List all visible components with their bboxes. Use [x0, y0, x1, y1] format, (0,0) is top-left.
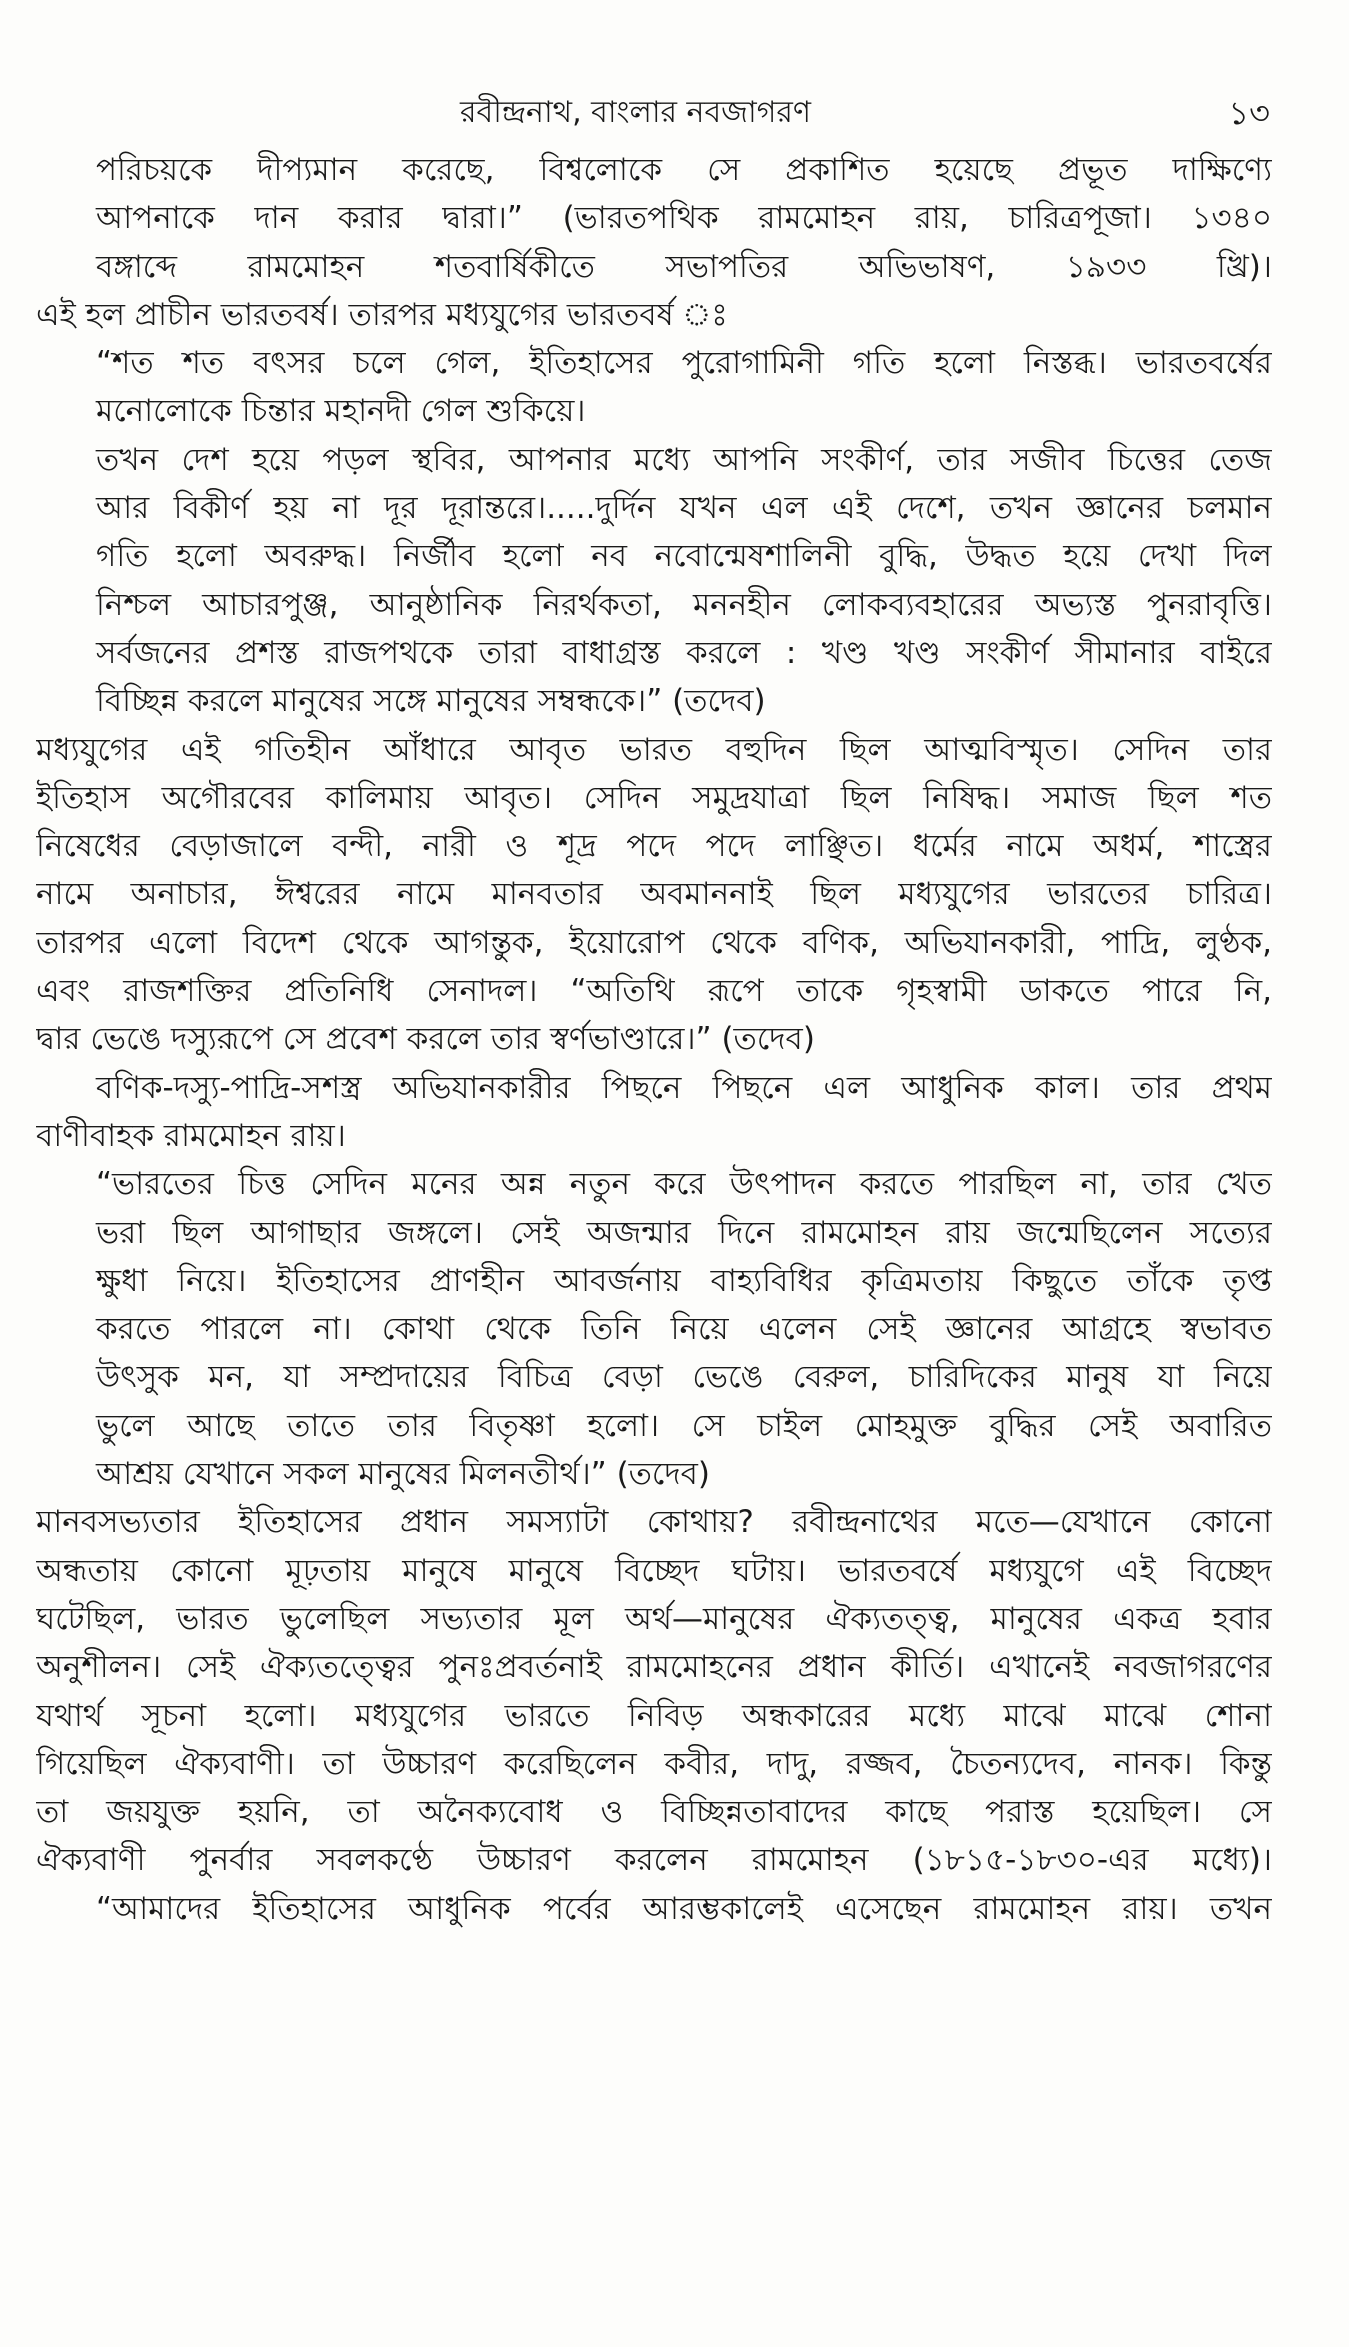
- text-line: যথার্থ সূচনা হলো। মধ্যযুগের ভারতে নিবিড় অন্ধকারের মধ্যে মাঝে মাঝে শোনা: [36, 1697, 1272, 1734]
- text-line: নিশ্চল আচারপুঞ্জ, আনুষ্ঠানিক নিরর্থকতা, মননহীন লোকব্যবহারের অভ্যস্ত পুনরাবৃত্তি।: [96, 586, 1272, 623]
- text-line: তখন দেশ হয়ে পড়ল স্থবির, আপনার মধ্যে আপনি সংকীর্ণ, তার সজীব চিত্তের তেজ: [96, 441, 1272, 478]
- text-line: উৎসুক মন, যা সম্প্রদায়ের বিচিত্র বেড়া ভেঙে বেরুল, চারিদিকের মানুষ যা নিয়ে: [96, 1359, 1272, 1396]
- text-line: বিচ্ছিন্ন করলে মানুষের সঙ্গে মানুষের সম্বন্ধকে।” (তদেব): [96, 683, 766, 720]
- text-line: আপনাকে দান করার দ্বারা।” (ভারতপথিক রামমোহন রায়, চারিত্রপূজা। ১৩৪০: [96, 200, 1272, 237]
- text-line: এবং রাজশক্তির প্রতিনিধি সেনাদল। “অতিথি রূপে তাকে গৃহস্বামী ডাকতে পারে নি,: [36, 973, 1272, 1010]
- text-line: সর্বজনের প্রশস্ত রাজপথকে তারা বাধাগ্রস্ত করলে : খণ্ড খণ্ড সংকীর্ণ সীমানার বাইরে: [96, 634, 1272, 671]
- body-text: [36, 146, 1272, 1933]
- text-line: ভরা ছিল আগাছার জঙ্গলে। সেই অজন্মার দিনে রামমোহন রায় জন্মেছিলেন সত্যের: [96, 1214, 1272, 1251]
- text-line: “শত শত বৎসর চলে গেল, ইতিহাসের পুরোগামিনী গতি হলো নিস্তব্ধ। ভারতবর্ষের: [96, 345, 1272, 382]
- text-line: মধ্যযুগের এই গতিহীন আঁধারে আবৃত ভারত বহুদিন ছিল আত্মবিস্মৃত। সেদিন তার: [36, 731, 1272, 768]
- text-line: ঐক্যবাণী পুনর্বার সবলকণ্ঠে উচ্চারণ করলেন রামমোহন (১৮১৫-১৮৩০-এর মধ্যে)।: [36, 1842, 1272, 1879]
- text-line: ঘটেছিল, ভারত ভুলেছিল সভ্যতার মূল অর্থ—মানুষের ঐক্যতত্ত্ব, মানুষের একত্র হবার: [36, 1600, 1272, 1637]
- text-line: পরিচয়কে দীপ্যমান করেছে, বিশ্বলোকে সে প্রকাশিত হয়েছে প্রভূত দাক্ষিণ্যে: [96, 152, 1272, 188]
- text-line: এই হল প্রাচীন ভারতবর্ষ। তারপর মধ্যযুগের ভারতবর্ষ ঃ: [36, 296, 728, 333]
- text-line: ভুলে আছে তাতে তার বিতৃষ্ণা হলো। সে চাইল মোহমুক্ত বুদ্ধির সেই অবারিত: [96, 1407, 1272, 1444]
- text-line: ক্ষুধা নিয়ে। ইতিহাসের প্রাণহীন আবর্জনায় বাহ্যবিধির কৃত্রিমতায় কিছুতে তাঁকে তৃপ্ত: [96, 1262, 1272, 1299]
- text-line: বণিক-দস্যু-পাদ্রি-সশস্ত্র অভিযানকারীর পিছনে পিছনে এল আধুনিক কাল। তার প্রথম: [96, 1069, 1272, 1106]
- text-line: গতি হলো অবরুদ্ধ। নির্জীব হলো নব নবোন্মেষশালিনী বুদ্ধি, উদ্ধত হয়ে দেখা দিল: [96, 538, 1272, 575]
- page-header: [40, 88, 1270, 132]
- text-line: ইতিহাস অগৌরবের কালিমায় আবৃত। সেদিন সমুদ্রযাত্রা ছিল নিষিদ্ধ। সমাজ ছিল শত: [36, 779, 1272, 816]
- text-line: মনোলোকে চিন্তার মহানদী গেল শুকিয়ে।: [96, 393, 586, 430]
- text-line: মানবসভ্যতার ইতিহাসের প্রধান সমস্যাটা কোথায়? রবীন্দ্রনাথের মতে—যেখানে কোনো: [36, 1504, 1272, 1541]
- running-title: রবীন্দ্রনাথ, বাংলার নবজাগরণ: [460, 95, 812, 130]
- text-line: আশ্রয় যেখানে সকল মানুষের মিলনতীর্থ।” (তদেব): [96, 1456, 711, 1493]
- text-line: অন্ধতায় কোনো মূঢ়তায় মানুষে মানুষে বিচ্ছেদ ঘটায়। ভারতবর্ষে মধ্যযুগে এই বিচ্ছেদ: [36, 1552, 1272, 1589]
- text-line: তারপর এলো বিদেশ থেকে আগন্তুক, ইয়োরোপ থেকে বণিক, অভিযানকারী, পাদ্রি, লুণ্ঠক,: [36, 924, 1272, 961]
- text-line: আর বিকীর্ণ হয় না দূর দূরান্তরে।.....দুর্দিন যখন এল এই দেশে, তখন জ্ঞানের চলমান: [96, 490, 1272, 527]
- text-line: নামে অনাচার, ঈশ্বরের নামে মানবতার অবমাননাই ছিল মধ্যযুগের ভারতের চারিত্র।: [36, 876, 1272, 913]
- text-line: করতে পারলে না। কোথা থেকে তিনি নিয়ে এলেন সেই জ্ঞানের আগ্রহে স্বভাবত: [96, 1311, 1272, 1348]
- text-line: গিয়েছিল ঐক্যবাণী। তা উচ্চারণ করেছিলেন কবীর, দাদু, রজ্জব, চৈতন্যদেব, নানক। কিন্তু: [36, 1745, 1272, 1782]
- text-line: নিষেধের বেড়াজালে বন্দী, নারী ও শূদ্র পদে পদে লাঞ্ছিত। ধর্মের নামে অধর্ম, শাস্ত্রের: [36, 828, 1272, 865]
- text-line: বঙ্গাব্দে রামমোহন শতবার্ষিকীতে সভাপতির অভিভাষণ, ১৯৩৩ খ্রি)।: [96, 248, 1272, 285]
- text-line: বাণীবাহক রামমোহন রায়।: [36, 1117, 346, 1154]
- text-line: “আমাদের ইতিহাসের আধুনিক পর্বের আরম্ভকালেই এসেছেন রামমোহন রায়। তখন: [96, 1890, 1272, 1927]
- text-line: তা জয়যুক্ত হয়নি, তা অনৈক্যবোধ ও বিচ্ছিন্নতাবাদের কাছে পরাস্ত হয়েছিল। সে: [36, 1794, 1272, 1831]
- text-line: অনুশীলন। সেই ঐক্যতত্ত্বের পুনঃপ্রবর্তনাই রামমোহনের প্রধান কীর্তি। এখানেই নবজাগরণের: [36, 1649, 1272, 1686]
- text-line: দ্বার ভেঙে দস্যুরূপে সে প্রবেশ করলে তার স্বর্ণভাণ্ডারে।” (তদেব): [36, 1021, 815, 1058]
- text-line: “ভারতের চিত্ত সেদিন মনের অন্ন নতুন করে উৎপাদন করতে পারছিল না, তার খেত: [96, 1166, 1272, 1203]
- page-number: ১৩: [1228, 94, 1270, 132]
